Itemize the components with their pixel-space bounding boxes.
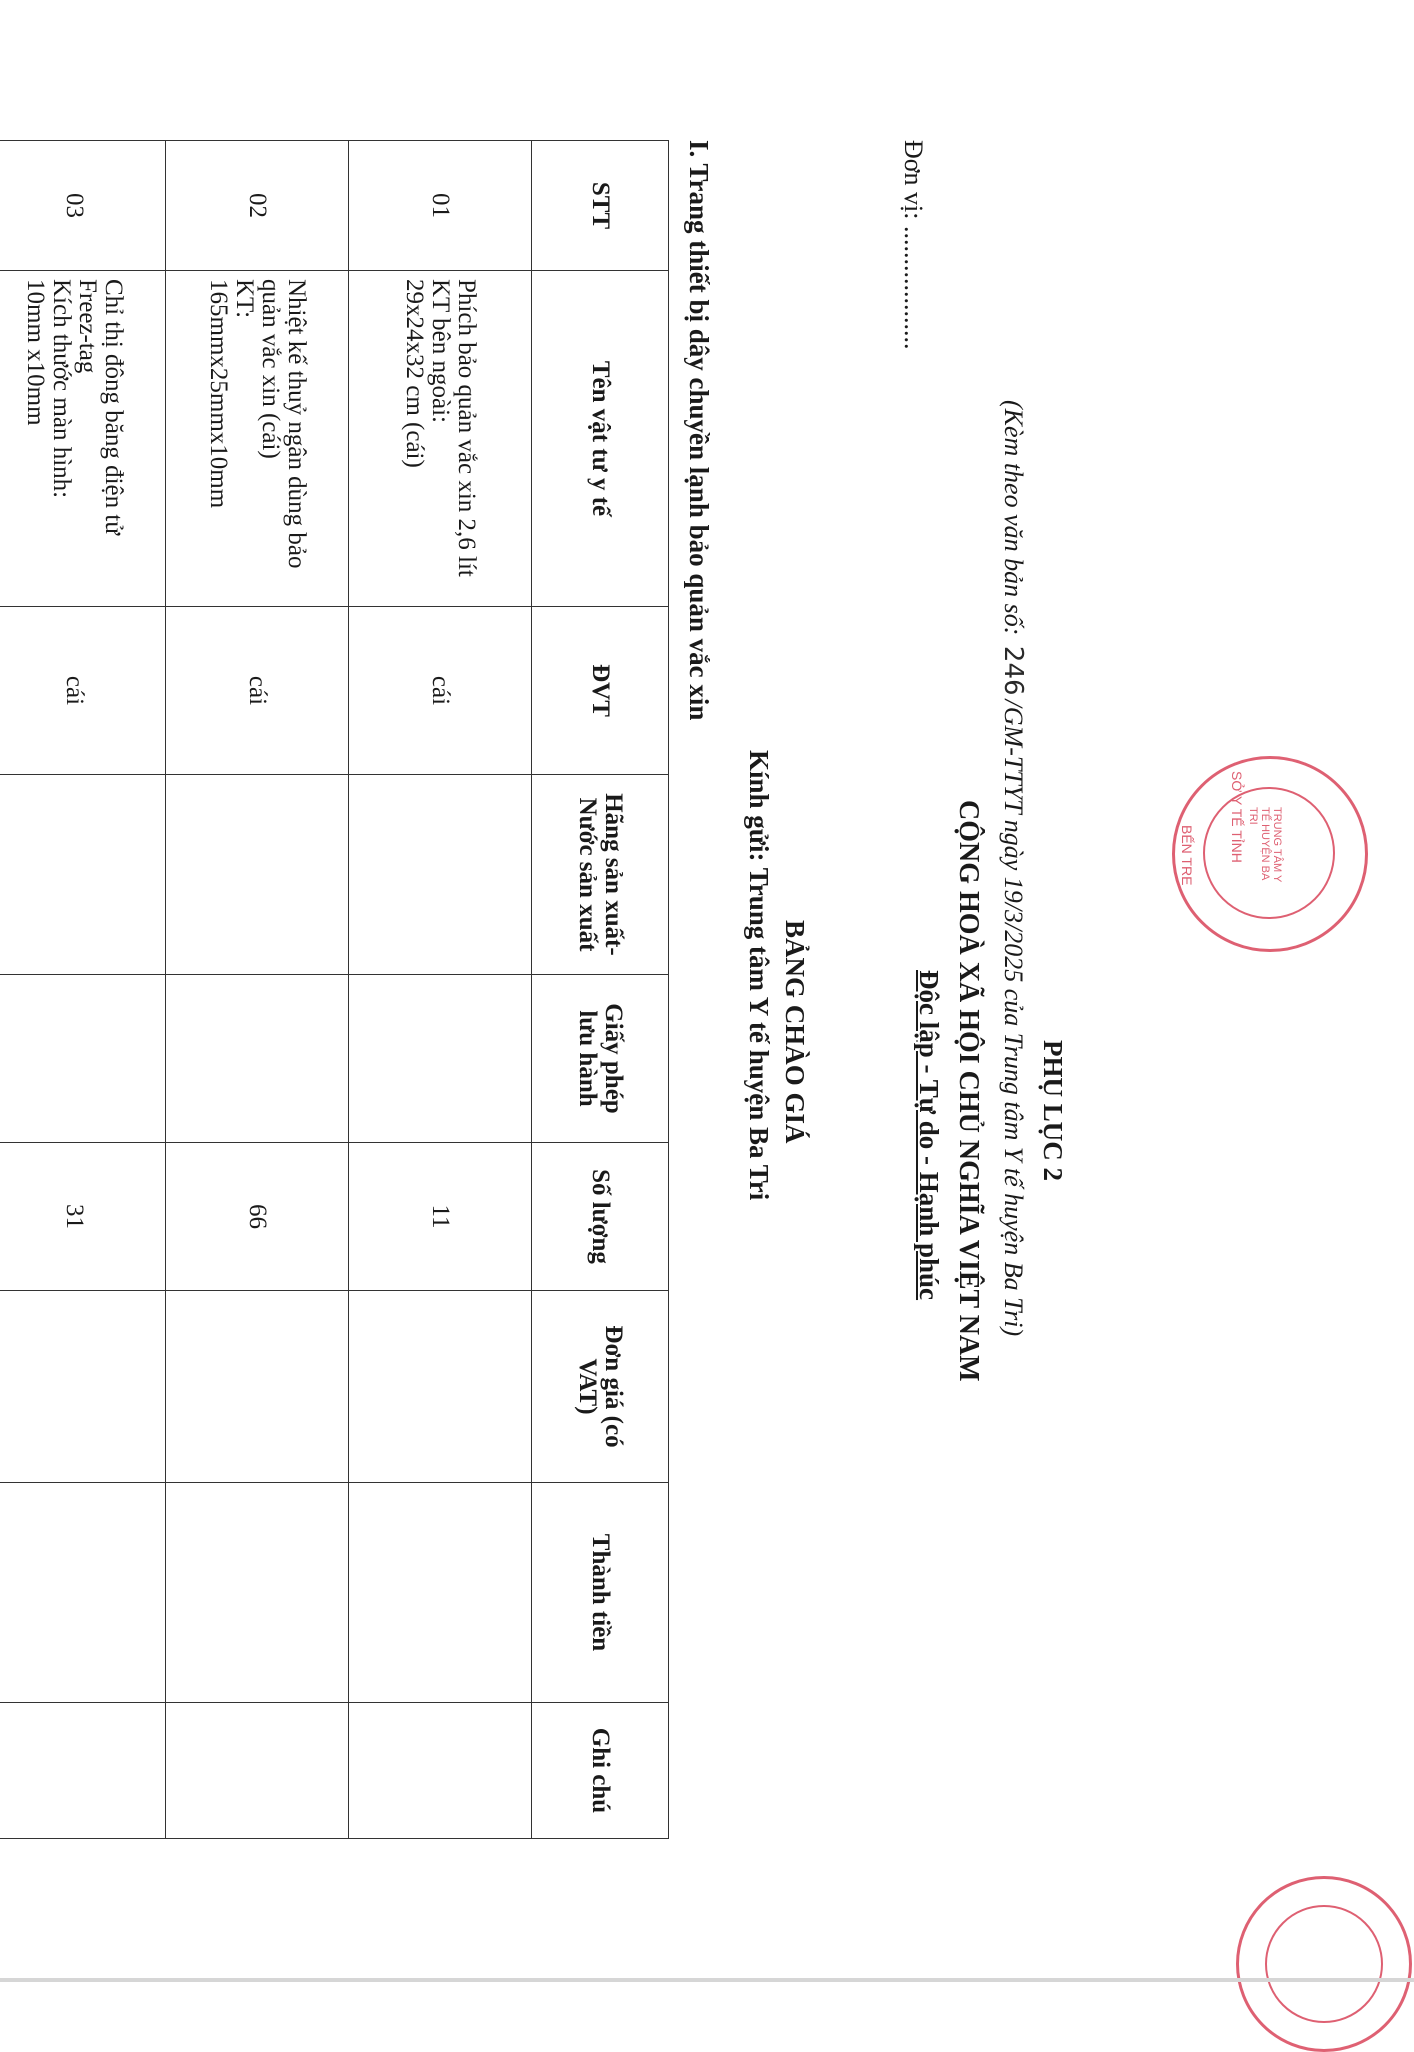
cell-quantity: 31 [0, 1143, 166, 1291]
table-row [0, 141, 166, 1839]
cell-unit-price [166, 1291, 349, 1483]
table-row [166, 141, 349, 1839]
cell-manufacturer [166, 775, 349, 975]
recipient: Kính gửi: Trung tâm Y tế huyện Ba Tri [744, 750, 774, 1201]
cell-unit: cái [349, 607, 532, 775]
scan-edge-line [0, 1978, 1414, 1982]
seal-text-bottom: BẾN TRE [1179, 825, 1195, 886]
cell-quantity: 66 [166, 1143, 349, 1291]
header-total: Thành tiền [532, 1483, 669, 1703]
motto: Độc lập - Tự do - Hạnh phúc [914, 970, 944, 1301]
cell-unit: cái [166, 607, 349, 775]
cell-total [166, 1483, 349, 1703]
doc-title: BẢNG CHÀO GIÁ [780, 920, 810, 1144]
cell-item-name: Chỉ thị đông băng điện tử Freez-tag Kích thước màn hình: 10mm x10mm [0, 271, 166, 607]
cell-license [166, 975, 349, 1143]
cell-item-name: Phích bảo quản vắc xin 2,6 lít KT bên ngoài: 29x24x32 cm (cái) [349, 271, 532, 607]
official-seal [1172, 756, 1368, 952]
cell-unit-price [0, 1291, 166, 1483]
cell-total [349, 1483, 532, 1703]
seal-text-center: TRUNG TÂM Y TẾ HUYỆN BA TRI [1247, 807, 1283, 883]
partial-seal-inner-ring [1265, 1905, 1383, 2023]
table-row [349, 141, 532, 1839]
cell-license [349, 975, 532, 1143]
cell-manufacturer [349, 775, 532, 975]
cell-quantity: 11 [349, 1143, 532, 1291]
attachment-prefix: (Kèm theo văn bản số: [999, 400, 1028, 636]
attachment-note [998, 400, 1028, 1336]
header-unit: ĐVT [532, 607, 669, 775]
cell-unit-price [349, 1291, 532, 1483]
header-manufacturer: Hãng sản xuất- Nước sản xuất [532, 775, 669, 975]
cell-manufacturer [0, 775, 166, 975]
cell-unit: cái [0, 607, 166, 775]
country-name: CỘNG HOÀ XÃ HỘI CHỦ NGHĨA VIỆT NAM [953, 800, 984, 1382]
header-license: Giấy phép lưu hành [532, 975, 669, 1143]
unit-field: Đơn vị: ................... [899, 140, 928, 350]
doc-title-wrapper [779, 920, 810, 1144]
cell-total [0, 1483, 166, 1703]
cell-stt: 02 [166, 141, 349, 271]
header-item-name: Tên vật tư y tế [532, 271, 669, 607]
attachment-suffix: /GM-TTYT ngày 19/3/2025 của Trung tâm Y tế huyện Ba Tri) [999, 699, 1028, 1337]
partial-seal [1236, 1876, 1412, 2052]
header-note: Ghi chú [532, 1703, 669, 1839]
cell-note [349, 1703, 532, 1839]
cell-note [166, 1703, 349, 1839]
cell-item-name: Nhiệt kế thuỷ ngân dùng bảo quản vắc xin (cái) KT: 165mmx25mmx10mm [166, 271, 349, 607]
section-heading: I. Trang thiết bị dây chuyền lạnh bảo quản vắc xin [684, 140, 714, 721]
handwritten-number: 246 [998, 645, 1028, 696]
cell-stt: 01 [349, 141, 532, 271]
header-unit-price: Đơn giá (có VAT) [532, 1291, 669, 1483]
seal-text-top: SỞ Y TẾ TỈNH [1229, 771, 1245, 863]
header-quantity: Số lượng [532, 1143, 669, 1291]
cell-note [0, 1703, 166, 1839]
table-header-row [532, 141, 669, 1839]
cell-license [0, 975, 166, 1143]
cell-stt: 03 [0, 141, 166, 271]
appendix-title: PHỤ LỤC 2 [1038, 1040, 1068, 1181]
header-stt: STT [532, 141, 669, 271]
quotation-table [0, 140, 669, 1839]
